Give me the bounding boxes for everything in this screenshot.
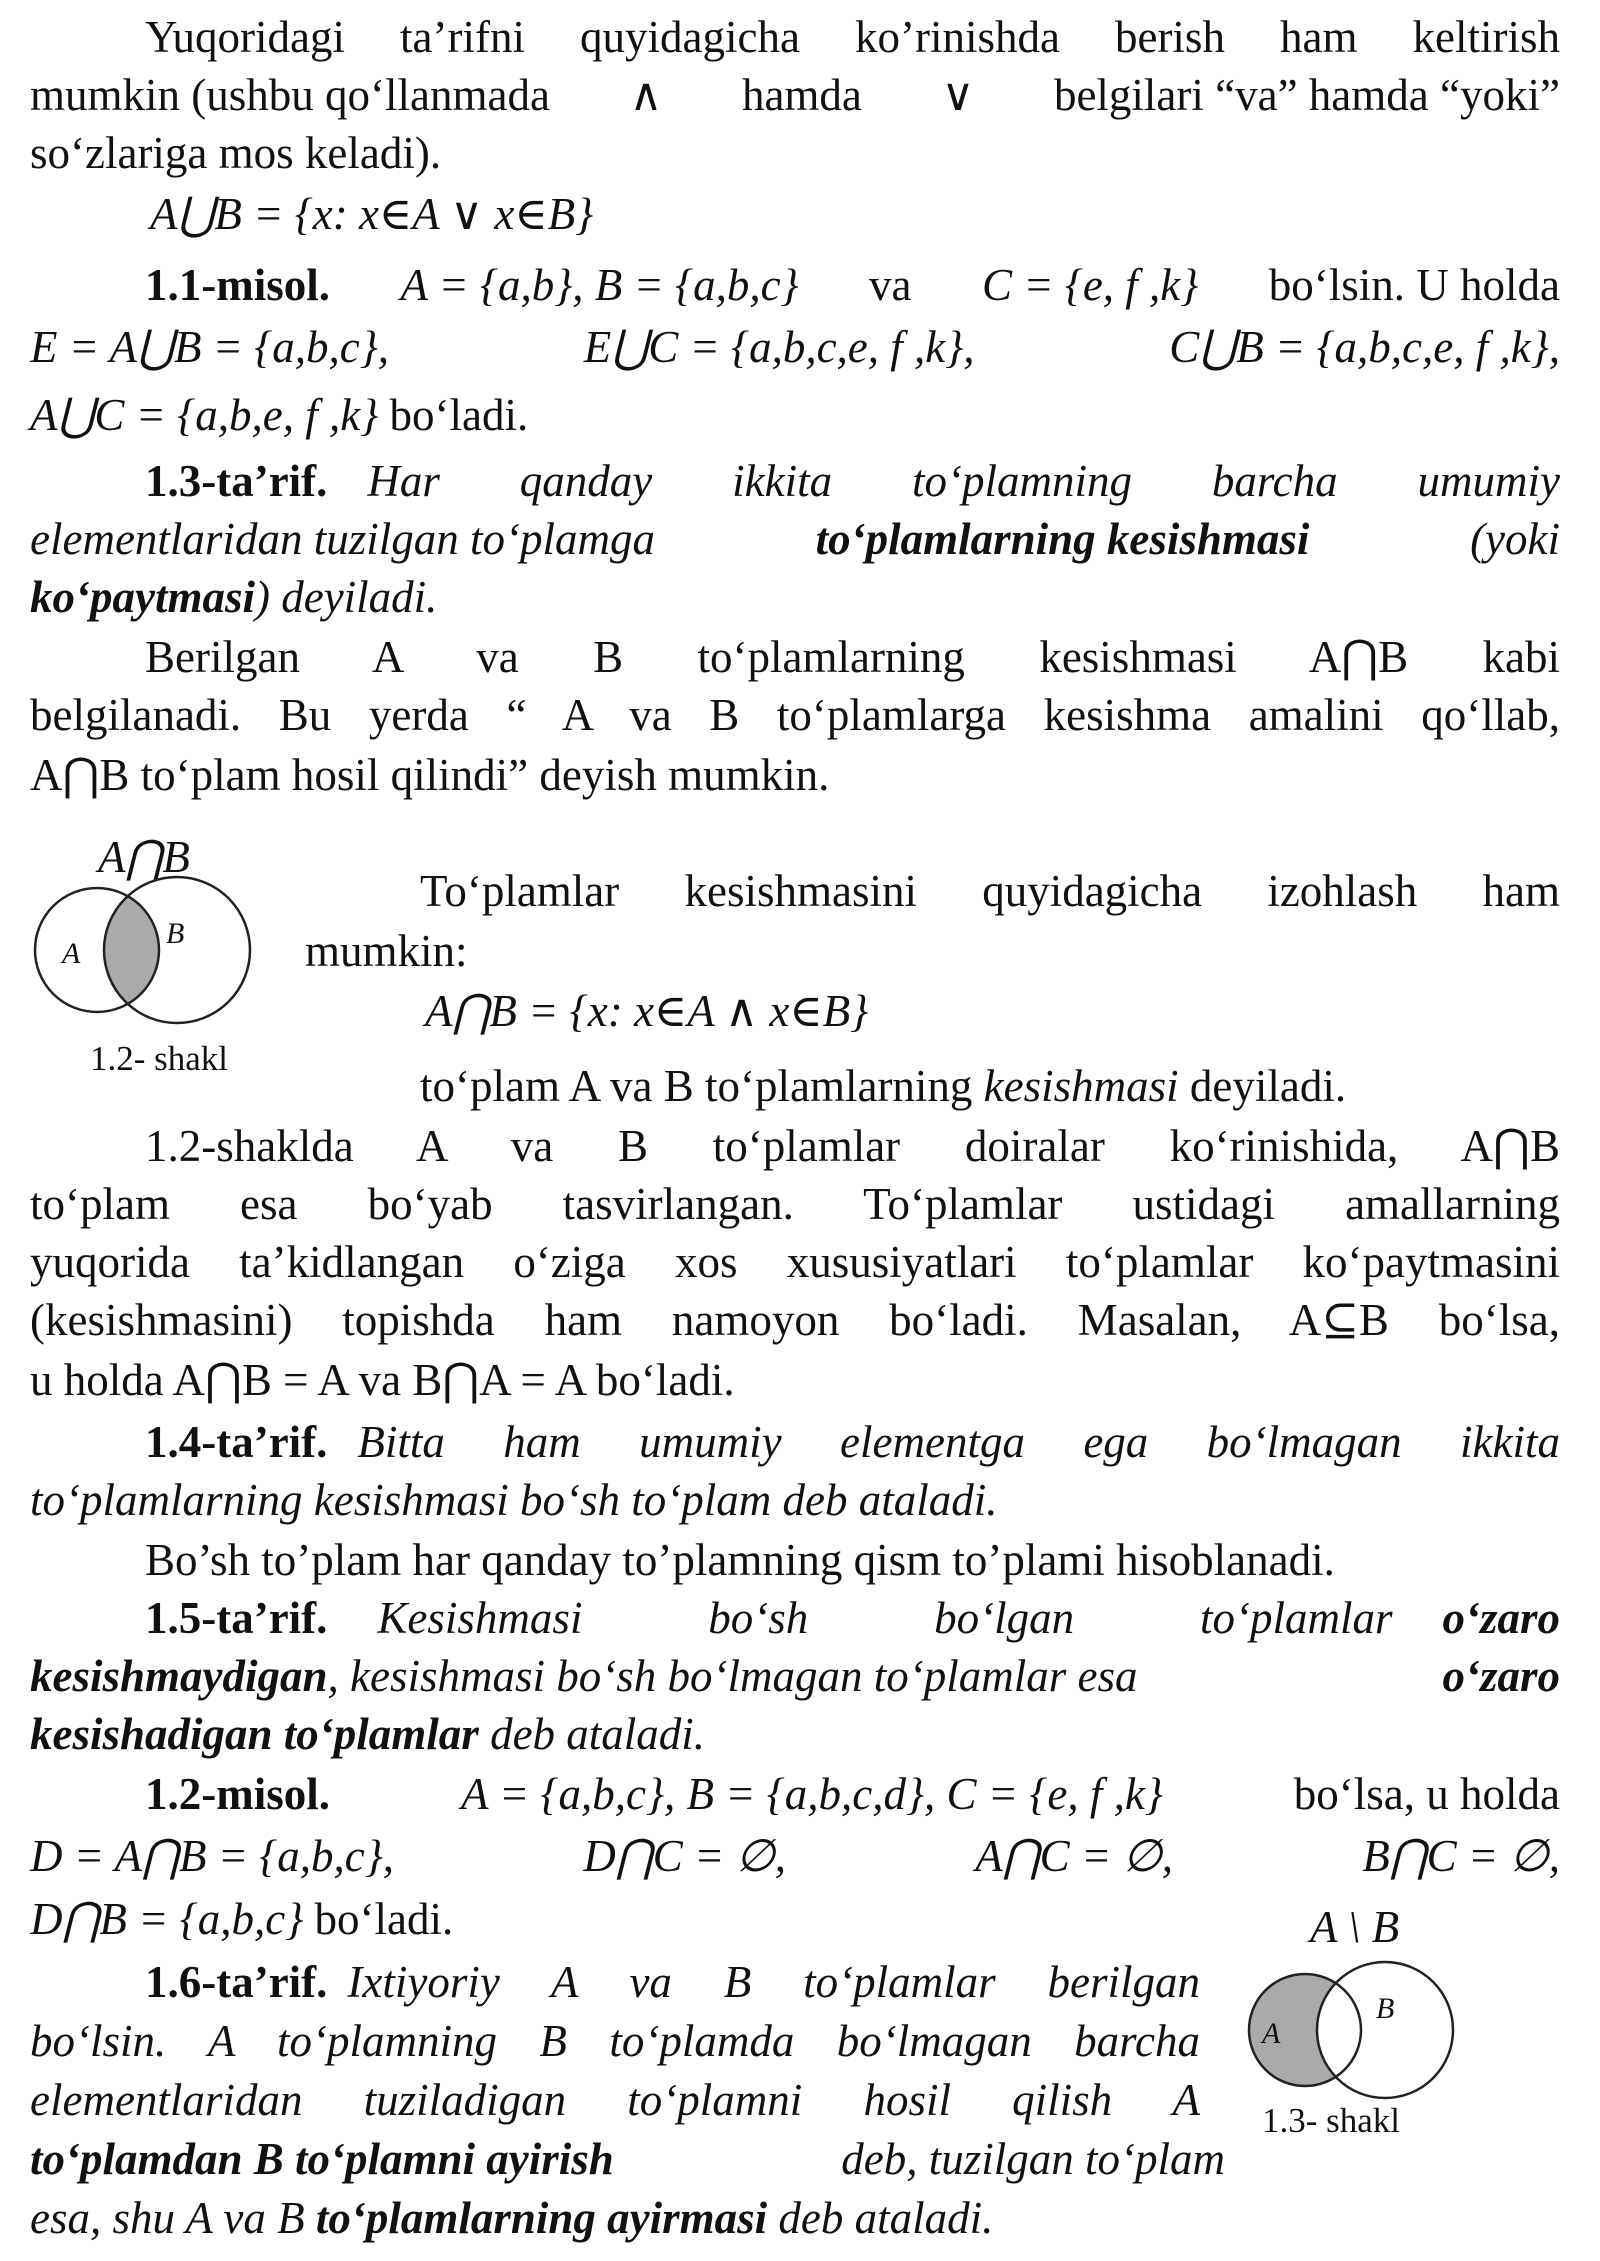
definition-label: 1.5-ta’rif. <box>145 1593 328 1643</box>
text-span: Ixtiyoriy A va B to‘plamlar berilgan <box>347 1957 1200 2007</box>
text-span: elementlaridan tuziladigan to‘plamni hosil qilish A <box>30 2075 1200 2125</box>
definition-line <box>145 452 1560 511</box>
text-span: deyiladi. <box>1189 1061 1347 1111</box>
definition-line <box>30 2012 1200 2071</box>
text-span: esa, shu A va B <box>30 2193 305 2243</box>
figure-top-label: A \ B <box>1310 1902 1400 1952</box>
math-span: A⋂C = ∅, <box>975 1831 1174 1881</box>
paragraph-line: so‘zlariga mos keladi). <box>30 128 442 178</box>
text-span: elementlaridan tuzilgan to‘plamga <box>30 514 655 564</box>
paragraph-line: to‘plam esa bo‘yab tasvirlangan. To‘plamlar ustidagi amallarning <box>30 1179 1560 1229</box>
set-b-label: B <box>1376 1992 1395 2025</box>
math-span: C⋃B = {a,b,c,e, f ,k}, <box>1169 322 1560 372</box>
paragraph-line <box>420 1057 1560 1116</box>
math-span: A = {a,b}, B = {a,b,c} <box>400 260 799 310</box>
paragraph-line: belgilanadi. Bu yerda “ A va B to‘plamlarga kesishma amalini qo‘llab, <box>30 690 1560 740</box>
paragraph-line: 1.2-shaklda A va B to‘plamlar doiralar ko‘rinishida, A⋂B <box>145 1121 1560 1171</box>
union-formula: A⋃B = {x: x∈A ∨ x∈B} <box>150 189 594 239</box>
paragraph-line: Yuqoridagi ta’rifni quyidagicha ko’rinishda berish ham keltirish <box>145 12 1560 62</box>
paragraph-line: Berilgan A va B to‘plamlarning kesishmasi A⋂B kabi <box>145 632 1560 682</box>
set-a-label: A <box>1262 2017 1281 2050</box>
text-span: bo‘lsin. U holda <box>1268 260 1560 310</box>
example-line <box>145 256 1560 315</box>
definition-label: 1.4-ta’rif. <box>145 1417 328 1467</box>
text-span: bo‘ladi. <box>389 390 529 440</box>
text-span: (yoki <box>1470 514 1560 564</box>
math-span: E = A⋃B = {a,b,c}, <box>30 322 390 372</box>
math-span: D⋂B = {a,b,c} <box>30 1894 304 1944</box>
paragraph-line: To‘plamlar kesishmasini quyidagicha izohlash ham <box>420 866 1560 916</box>
example-label: 1.1-misol. <box>145 260 330 310</box>
text-span: deb ataladi. <box>778 2193 994 2243</box>
definition-line <box>30 2071 1200 2130</box>
text-span: hamda <box>741 70 862 120</box>
definition-label: 1.3-ta’rif. <box>145 456 328 506</box>
paragraph-line: u holda A⋂B = A va B⋂A = A bo‘ladi. <box>30 1355 735 1405</box>
text-span: bo‘lsa, u holda <box>1293 1769 1560 1819</box>
definition-line <box>30 510 1560 569</box>
text-span: Kesishmasi bo‘sh bo‘lgan to‘plamlar <box>377 1593 1393 1643</box>
term-intersecting: kesishadigan to‘plamlar <box>30 1709 479 1759</box>
example-line <box>30 1827 1560 1886</box>
definition-line <box>30 2130 1225 2189</box>
paragraph-line: yuqorida ta’kidlangan o‘ziga xos xususiyatlari to‘plamlar ko‘paytmasini <box>30 1237 1560 1287</box>
and-symbol: ∧ <box>629 70 663 120</box>
math-span: A⋃C = {a,b,e, f ,k} <box>30 390 379 440</box>
term-subtraction: to‘plamdan B to‘plamni ayirish <box>30 2134 614 2184</box>
math-span: D = A⋂B = {a,b,c}, <box>30 1831 395 1881</box>
text-span: deb ataladi. <box>490 1709 706 1759</box>
text-span: deb, tuzilgan to‘plam <box>841 2134 1225 2184</box>
term-intersection: to‘plamlarning kesishmasi <box>815 514 1310 564</box>
text-span: kesishmasi <box>983 1061 1179 1111</box>
or-symbol: ∨ <box>941 70 975 120</box>
text-span: bo‘lsin. A to‘plamning B to‘plamda bo‘lmagan barcha <box>30 2016 1200 2066</box>
term-product: ko‘paytmasi <box>30 572 255 622</box>
paragraph-line: A⋂B to‘plam hosil qilindi” deyish mumkin. <box>30 750 830 800</box>
set-b-label: B <box>166 917 185 950</box>
figure-caption: 1.2- shakl <box>90 1039 229 1078</box>
text-span: bo‘ladi. <box>314 1894 454 1944</box>
text-span: belgilari “va” hamda “yoki” <box>1053 70 1560 120</box>
text-span: ) deyiladi. <box>254 572 438 622</box>
example-line <box>145 1765 1560 1824</box>
definition-line <box>30 568 1560 627</box>
paragraph-line: (kesishmasini) topishda ham namoyon bo‘ladi. Masalan, A⊆B bo‘lsa, <box>30 1295 1560 1345</box>
math-span: C = {e, f ,k} <box>981 260 1199 310</box>
figure-caption: 1.3- shakl <box>1262 2101 1401 2140</box>
paragraph-line <box>30 66 1560 125</box>
math-span: B⋂C = ∅, <box>1362 1831 1560 1881</box>
text-span: Har qanday ikkita to‘plamning barcha umumiy <box>367 456 1560 506</box>
math-span: D⋂C = ∅, <box>583 1831 787 1881</box>
definition-line <box>30 1471 1560 1530</box>
paragraph-line: mumkin: <box>305 926 468 976</box>
example-label: 1.2-misol. <box>145 1769 330 1819</box>
definition-line <box>145 1413 1560 1472</box>
example-line <box>30 318 1560 377</box>
term-mutual: o‘zaro <box>1442 1593 1560 1643</box>
term-mutual: o‘zaro <box>1442 1651 1560 1701</box>
text-span: to‘plamlarning kesishmasi bo‘sh to‘plam deb ataladi. <box>30 1475 998 1525</box>
text-span: Bitta ham umumiy elementga ega bo‘lmagan ikkita <box>357 1417 1560 1467</box>
definition-label: 1.6-ta’rif. <box>145 1957 328 2007</box>
figure-top-label: A⋂B <box>98 832 190 882</box>
definition-line <box>145 1953 1200 2012</box>
math-span: E⋃C = {a,b,c,e, f ,k}, <box>583 322 975 372</box>
paragraph-line: Bo’sh to’plam har qanday to’plamning qism to’plami hisoblanadi. <box>145 1535 1335 1585</box>
intersection-formula: A⋂B = {x: x∈A ∧ x∈B} <box>425 986 869 1036</box>
definition-line <box>145 1589 1560 1648</box>
math-span: A = {a,b,c}, B = {a,b,c,d}, C = {e, f ,k} <box>460 1769 1163 1819</box>
text-span: mumkin (ushbu qo‘llanmada <box>30 70 550 120</box>
set-a-label: A <box>62 937 81 970</box>
definition-line <box>30 1705 1560 1764</box>
definition-line <box>30 1647 1560 1706</box>
text-span: to‘plam A va B to‘plamlarning <box>420 1061 973 1111</box>
term-difference: to‘plamlarning ayirmasi <box>315 2193 768 2243</box>
text-span: , kesishmasi bo‘sh bo‘lmagan to‘plamlar esa <box>327 1651 1138 1701</box>
text-span: va <box>869 260 912 310</box>
example-line <box>30 386 1560 445</box>
term-disjoint: kesishmaydigan <box>30 1651 328 1701</box>
definition-line <box>30 2189 1225 2248</box>
